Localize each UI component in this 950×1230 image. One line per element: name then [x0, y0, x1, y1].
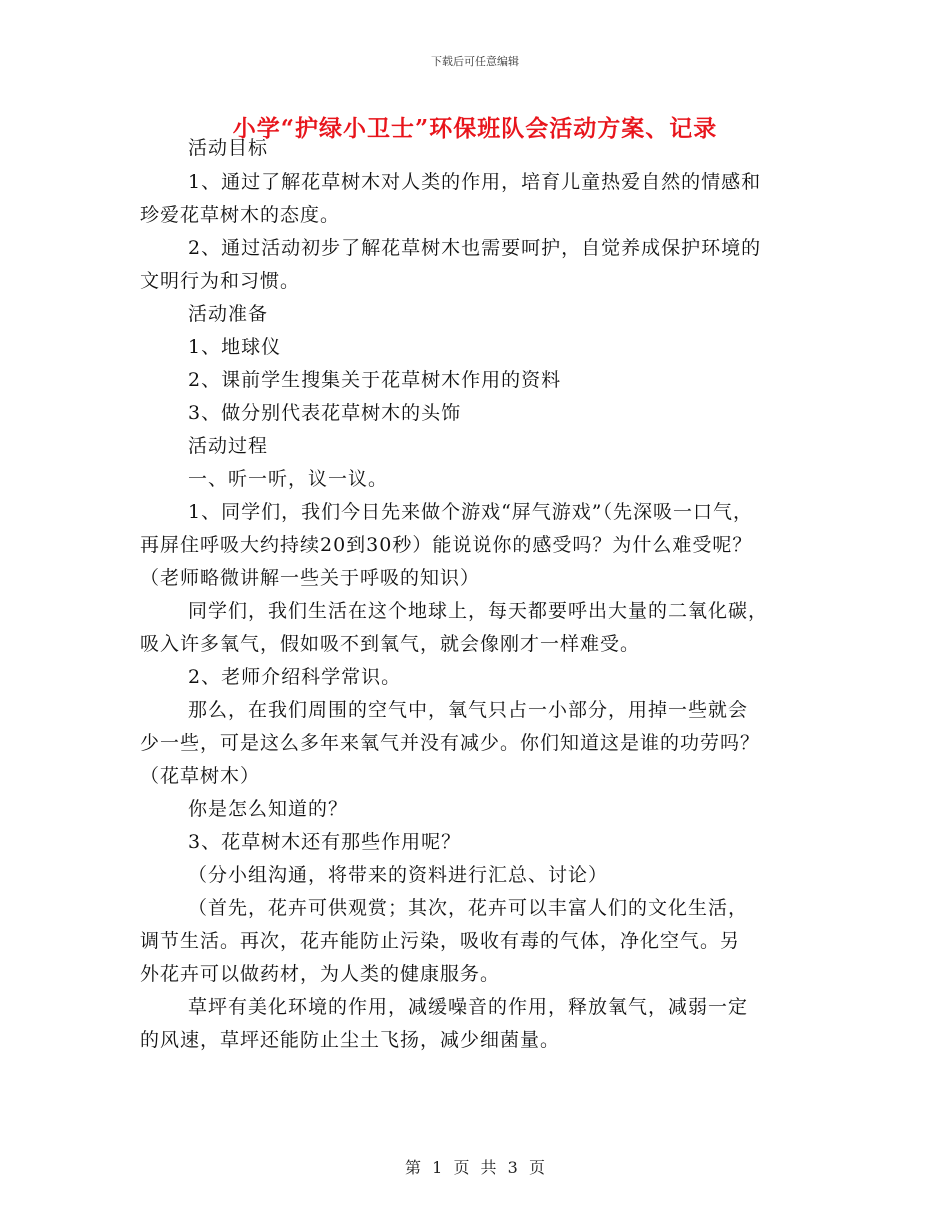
list-item: 2、课前学生搜集关于花草树木作用的资料	[188, 369, 562, 391]
page-label: 第	[405, 1158, 422, 1177]
section-heading-goals: 活动目标	[188, 137, 269, 159]
page-footer	[0, 1155, 950, 1178]
paragraph-line: 3、花草树木还有那些作用呢？	[188, 831, 462, 853]
paragraph-line: 同学们，我们生活在这个地球上，每天都要呼出大量的二氧化碳，	[188, 600, 769, 622]
paragraph-line: 那么，在我们周围的空气中，氧气只占一小部分，用掉一些就会	[188, 699, 749, 721]
paragraph-line: 2、通过活动初步了解花草树木也需要呵护，自觉养成保护环境的	[188, 237, 762, 259]
paragraph-line: 1、通过了解花草树木对人类的作用，培育儿童热爱自然的情感和	[188, 171, 762, 193]
paragraph-line: 你是怎么知道的？	[188, 798, 349, 820]
page-unit: 页	[453, 1158, 470, 1177]
subsection-heading: 一、听一听，议一议。	[188, 468, 389, 490]
total-label: 共	[480, 1158, 497, 1177]
paragraph-line: 外花卉可以做药材，为人类的健康服务。	[140, 963, 501, 985]
list-item: 1、地球仪	[188, 336, 282, 358]
header-note: 下载后可任意编辑	[431, 55, 519, 68]
paragraph-line: 珍爱花草树木的态度。	[140, 204, 341, 226]
paragraph-line: （首先，花卉可供观赏；其次，花卉可以丰富人们的文化生活，	[188, 897, 749, 919]
paragraph-line: （花草树木）	[140, 765, 261, 787]
paragraph-line: （老师略微讲解一些关于呼吸的知识）	[140, 567, 481, 589]
list-item: 3、做分别代表花草树木的头饰	[188, 402, 462, 424]
paragraph-line: 的风速，草坪还能防止尘土飞扬，减少细菌量。	[140, 1029, 561, 1051]
paragraph-line: 2、老师介绍科学常识。	[188, 666, 402, 688]
document-title: 小学“护绿小卫士”环保班队会活动方案、记录	[232, 115, 718, 142]
total-pages: 3	[507, 1158, 518, 1177]
paragraph-line: 少一些，可是这么多年来氧气并没有减少。你们知道这是谁的功劳吗？	[140, 732, 761, 754]
paragraph-line: 再屏住呼吸大约持续20到30秒）能说说你的感受吗？为什么难受呢？	[140, 534, 753, 556]
paragraph-line: 吸入许多氧气，假如吸不到氧气，就会像刚才一样难受。	[140, 633, 641, 655]
section-heading-process: 活动过程	[188, 435, 269, 457]
paragraph-line: 文明行为和习惯。	[140, 270, 301, 292]
page-number: 1	[432, 1158, 443, 1177]
paragraph-line: 草坪有美化环境的作用，减缓噪音的作用，释放氧气，减弱一定	[188, 996, 749, 1018]
total-unit: 页	[528, 1158, 545, 1177]
paragraph-line: 调节生活。再次，花卉能防止污染，吸收有毒的气体，净化空气。另	[140, 930, 741, 952]
section-heading-preparation: 活动准备	[188, 303, 269, 325]
paragraph-line: 1、同学们，我们今日先来做个游戏“屏气游戏”（先深吸一口气，	[188, 501, 754, 523]
paragraph-line: （分小组沟通，将带来的资料进行汇总、讨论）	[188, 864, 609, 886]
